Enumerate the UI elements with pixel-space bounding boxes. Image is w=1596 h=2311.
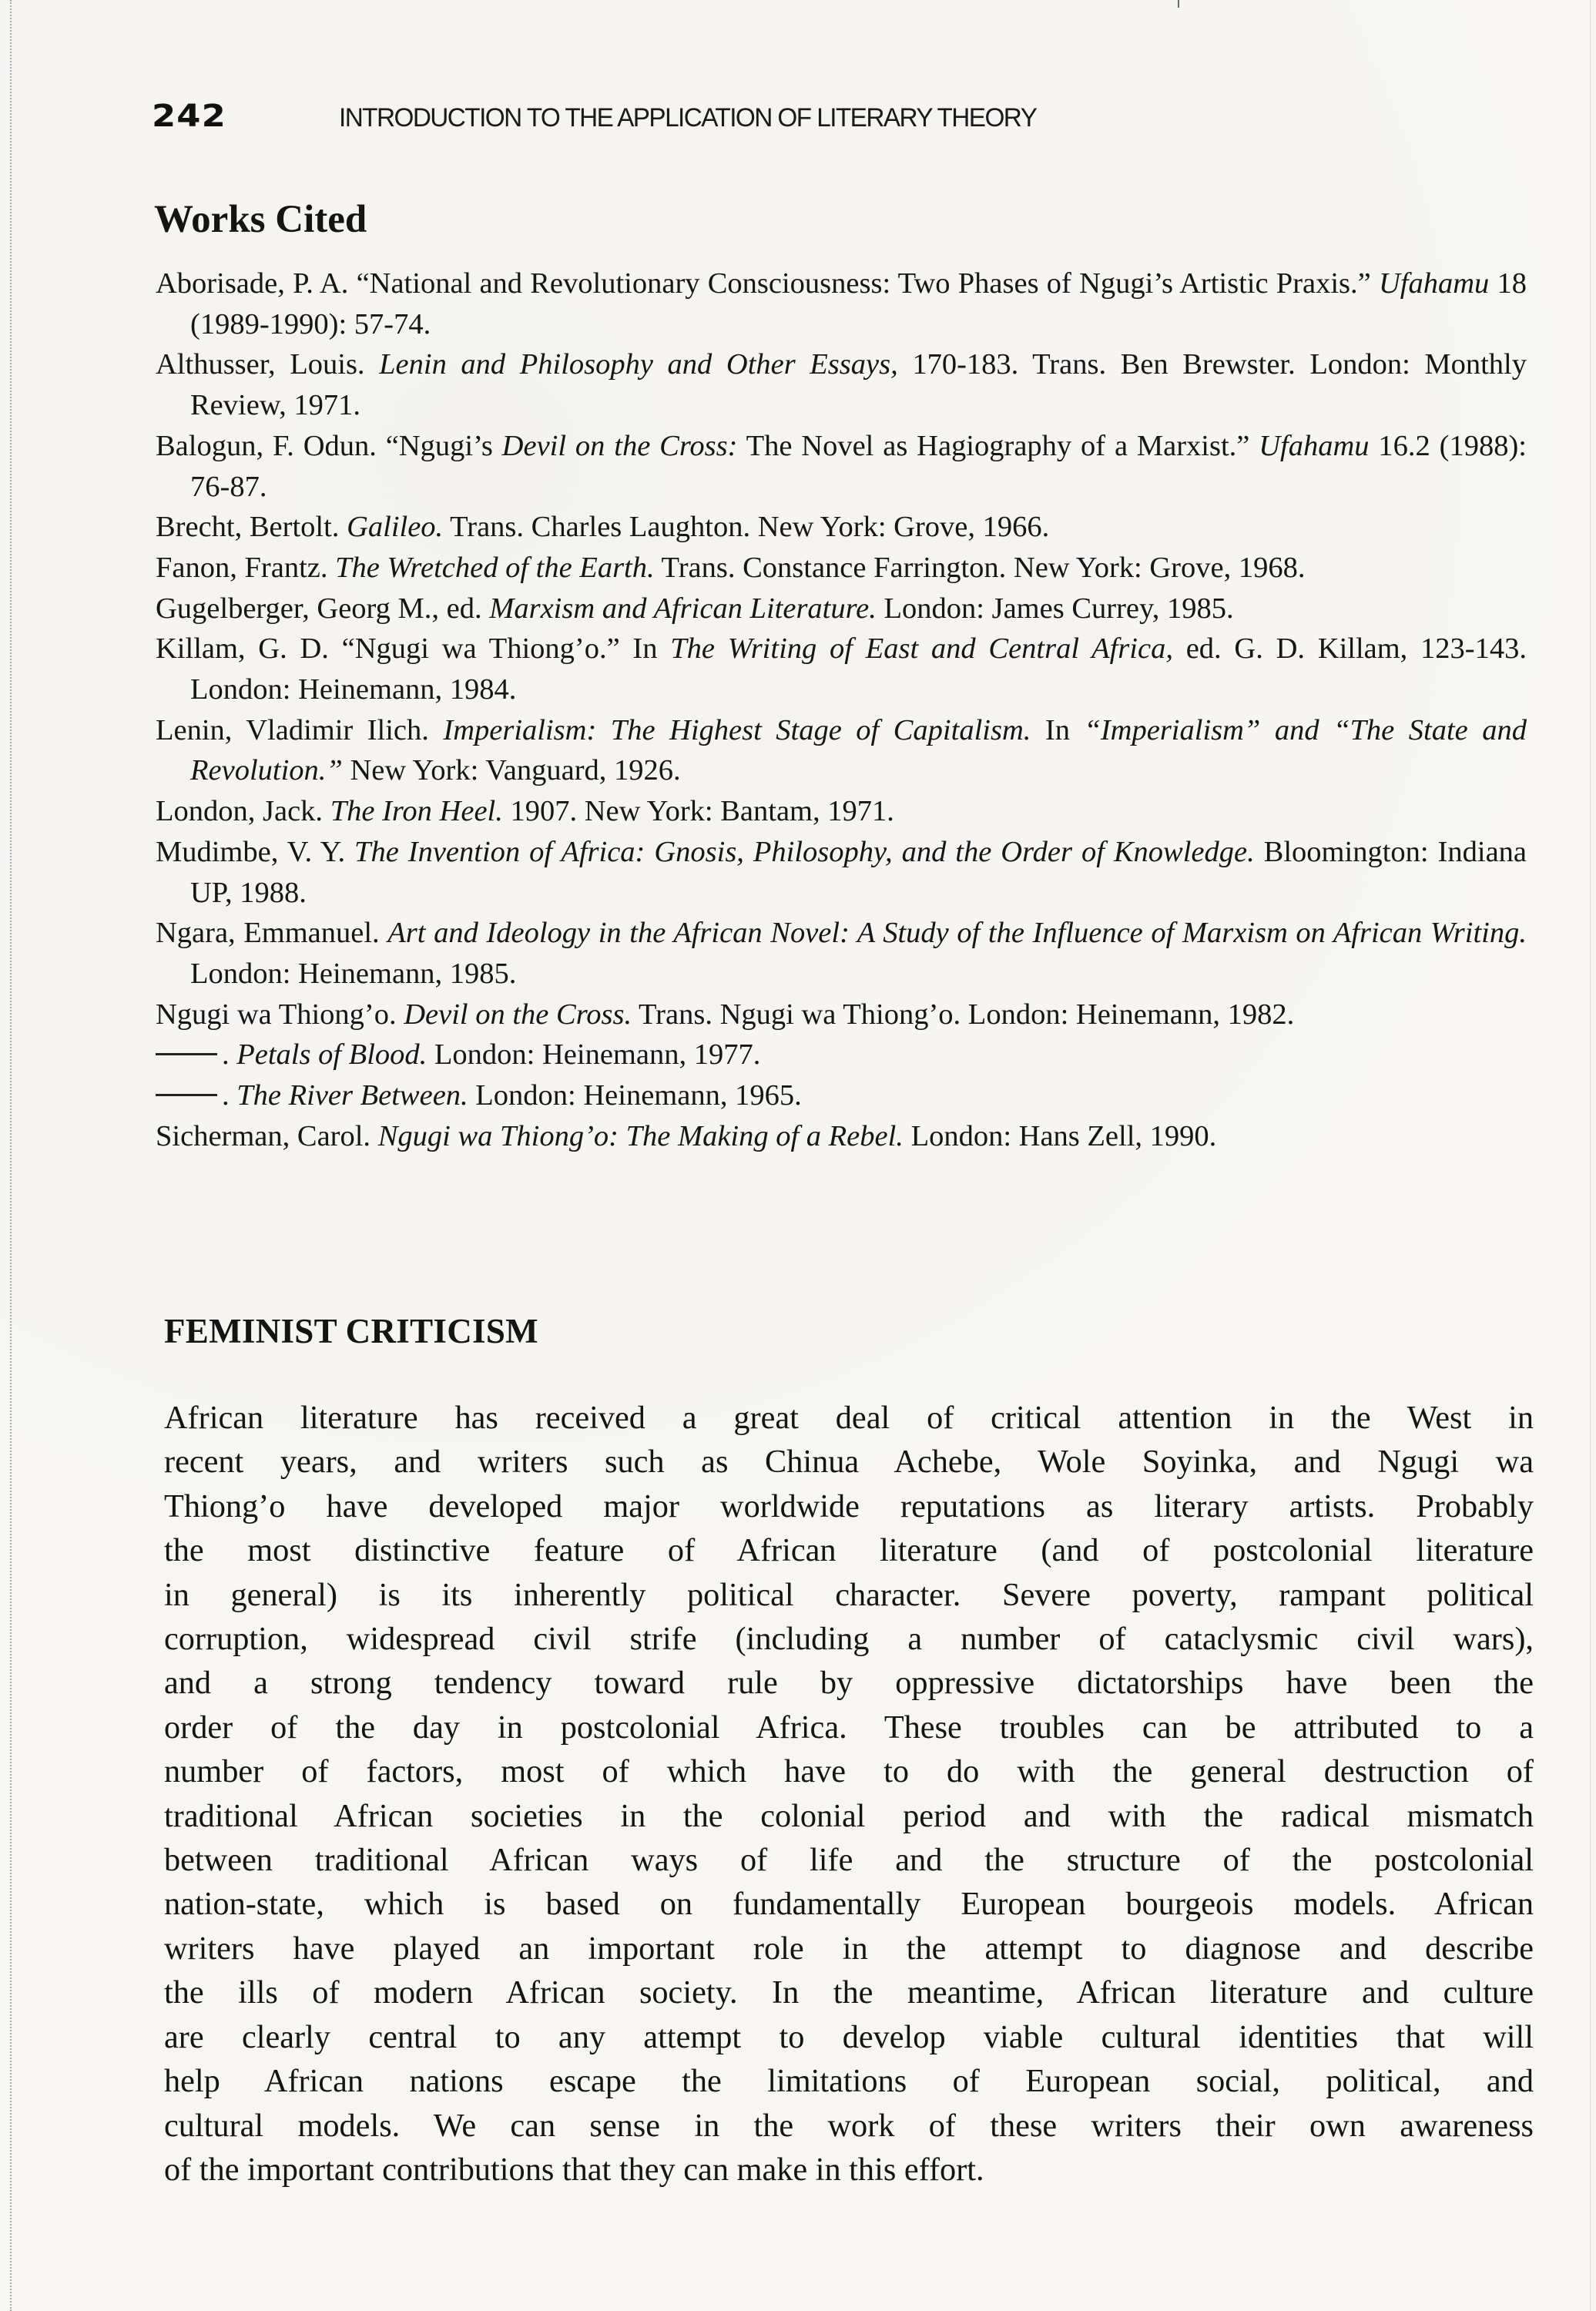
citation-text: Fanon, Frantz. — [156, 551, 336, 584]
citation-text: ed. G. D. Killam, 123-143. London: Heinemann, 1984. — [190, 632, 1527, 706]
citation-text: 16.2 (1988): 76-87. — [190, 429, 1527, 503]
citation-text: 1907. New York: Bantam, 1971. — [502, 795, 894, 828]
citation-entry — [156, 791, 1527, 832]
citation-text: 170-183. Trans. Ben Brewster. London: Monthly Review, 1971. — [190, 348, 1527, 422]
paragraph-line: African literature has received a great deal of critical attention in the West in — [164, 1400, 1534, 1436]
paragraph-line: help African nations escape the limitations of European social, political, and — [164, 2063, 1534, 2100]
paragraph-line: order of the day in postcolonial Africa. These troubles can be attributed to a — [164, 1709, 1534, 1746]
citation-entry — [156, 832, 1527, 913]
paragraph-line: recent years, and writers such as Chinua Achebe, Wole Soyinka, and Ngugi wa — [164, 1444, 1534, 1481]
running-head — [152, 99, 1037, 137]
citation-title: Devil on the Cross: — [501, 429, 738, 462]
paragraph-line: nation-state, which is based on fundamentally European bourgeois models. African — [164, 1886, 1534, 1923]
citation-text: Balogun, F. Odun. “Ngugi’s — [156, 429, 502, 462]
citation-text: Sicherman, Carol. — [156, 1119, 378, 1152]
citation-text: Brecht, Bertolt. — [156, 511, 347, 544]
citation-text: Ngugi wa Thiong’o. — [156, 998, 404, 1031]
paragraph-line: and a strong tendency toward rule by oppressive dictatorships have been the — [164, 1665, 1534, 1702]
citation-text: . — [222, 1079, 237, 1112]
citation-entry — [156, 426, 1527, 507]
citation-entry — [156, 263, 1527, 344]
citation-text: Mudimbe, V. Y. — [156, 835, 355, 868]
citation-text: Aborisade, P. A. “National and Revolutionary Consciousness: Two Phases of Ngugi’s Artistic Praxis.” — [156, 267, 1379, 300]
citation-text: New York: Vanguard, 1926. — [342, 754, 681, 787]
citation-entry — [156, 507, 1527, 548]
citation-entry — [156, 913, 1527, 994]
paragraph-line: writers have played an important role in the attempt to diagnose and describe — [164, 1930, 1534, 1967]
citation-text: Trans. Constance Farrington. New York: Grove, 1968. — [654, 551, 1306, 584]
citation-title: Ngugi wa Thiong’o: The Making of a Rebel. — [377, 1119, 904, 1152]
crop-mark — [1178, 0, 1179, 8]
citation-text: Trans. Charles Laughton. New York: Grove, 1966. — [443, 511, 1050, 544]
citation-text: Bloomington: Indiana UP, 1988. — [190, 835, 1527, 909]
citation-text: London: Hans Zell, 1990. — [903, 1119, 1217, 1152]
works-cited-heading: Works Cited — [154, 198, 367, 241]
paragraph-line: Thiong’o have developed major worldwide reputations as literary artists. Probably — [164, 1488, 1534, 1524]
citation-text: Killam, G. D. “Ngugi wa Thiong’o.” In — [156, 632, 671, 666]
paragraph-line: in general) is its inherently political character. Severe poverty, rampant political — [164, 1576, 1534, 1613]
gutter-dotted-line — [10, 0, 12, 2311]
citation-text: London: Heinemann, 1977. — [427, 1038, 761, 1072]
citation-title: The Writing of East and Central Africa, — [670, 632, 1173, 666]
citation-title: The Wretched of the Earth. — [335, 551, 655, 584]
citation-title: Lenin and Philosophy and Other Essays, — [379, 348, 898, 381]
citation-text: Althusser, Louis. — [156, 348, 380, 381]
citation-entry — [156, 548, 1527, 589]
citation-text: 18 (1989-1990): 57-74. — [190, 267, 1527, 340]
citation-title: Imperialism: The Highest Stage of Capitalism. — [443, 713, 1031, 746]
works-cited-list — [156, 263, 1527, 1156]
citation-title: Devil on the Cross. — [404, 998, 632, 1031]
citation-title: “Imperialism” and “The State and Revolution.” — [190, 713, 1527, 787]
citation-text: London: James Currey, 1985. — [876, 592, 1234, 625]
feminist-criticism-heading: FEMINIST CRITICISM — [164, 1312, 538, 1350]
body-paragraph — [164, 1396, 1534, 2192]
paragraph-line: are clearly central to any attempt to develop viable cultural identities that will — [164, 2018, 1534, 2055]
citation-text: Trans. Ngugi wa Thiong’o. London: Heinemann, 1982. — [632, 998, 1295, 1031]
paragraph-line: cultural models. We can sense in the work of these writers their own awareness — [164, 2107, 1534, 2144]
repeat-author-dash — [156, 1094, 217, 1096]
paragraph-line: of the important contributions that they can make in this effort. — [164, 2151, 984, 2188]
citation-entry — [156, 629, 1527, 709]
citation-text: London: Heinemann, 1985. — [190, 957, 517, 990]
citation-title: The Iron Heel. — [330, 795, 503, 828]
page-number: 242 — [152, 99, 226, 134]
citation-title: Art and Ideology in the African Novel: A Study of the Influence of Marxism on African Writing. — [387, 917, 1527, 950]
page-edge-line — [1590, 0, 1591, 2311]
citation-text: Lenin, Vladimir Ilich. — [156, 713, 444, 746]
citation-text: London, Jack. — [156, 795, 330, 828]
citation-title: Marxism and African Literature. — [489, 592, 877, 625]
citation-text: . — [222, 1038, 237, 1072]
paragraph-line: the most distinctive feature of African literature (and of postcolonial literature — [164, 1532, 1534, 1569]
citation-title: The River Between. — [236, 1079, 468, 1112]
citation-title: Ufahamu — [1259, 429, 1370, 462]
paragraph-line: the ills of modern African society. In the meantime, African literature and culture — [164, 1974, 1534, 2011]
citation-entry — [156, 995, 1527, 1035]
citation-entry — [156, 589, 1527, 629]
paragraph-line: traditional African societies in the colonial period and with the radical mismatch — [164, 1797, 1534, 1834]
repeat-author-dash — [156, 1053, 217, 1055]
citation-title: Ufahamu — [1378, 267, 1490, 300]
citation-entry — [156, 1116, 1527, 1157]
citation-title: The Invention of Africa: Gnosis, Philosophy, and the Order of Knowledge. — [354, 835, 1255, 868]
citation-text: The Novel as Hagiography of a Marxist.” — [737, 429, 1259, 462]
paragraph-line: between traditional African ways of life and the structure of the postcolonial — [164, 1842, 1534, 1879]
citation-entry — [156, 1075, 1527, 1116]
citation-title: Galileo. — [347, 511, 444, 544]
citation-text: London: Heinemann, 1965. — [468, 1079, 802, 1112]
paragraph-line: number of factors, most of which have to do with the general destruction of — [164, 1753, 1534, 1790]
citation-title: Petals of Blood. — [236, 1038, 428, 1072]
paragraph-line: corruption, widespread civil strife (including a number of cataclysmic civil wars), — [164, 1621, 1534, 1658]
citation-entry — [156, 344, 1527, 425]
citation-entry — [156, 1035, 1527, 1075]
citation-text: Ngara, Emmanuel. — [156, 917, 388, 950]
citation-text: In — [1031, 713, 1085, 746]
citation-entry — [156, 710, 1527, 791]
citation-text: Gugelberger, Georg M., ed. — [156, 592, 490, 625]
running-title: INTRODUCTION TO THE APPLICATION OF LITERARY THEORY — [339, 103, 1037, 132]
